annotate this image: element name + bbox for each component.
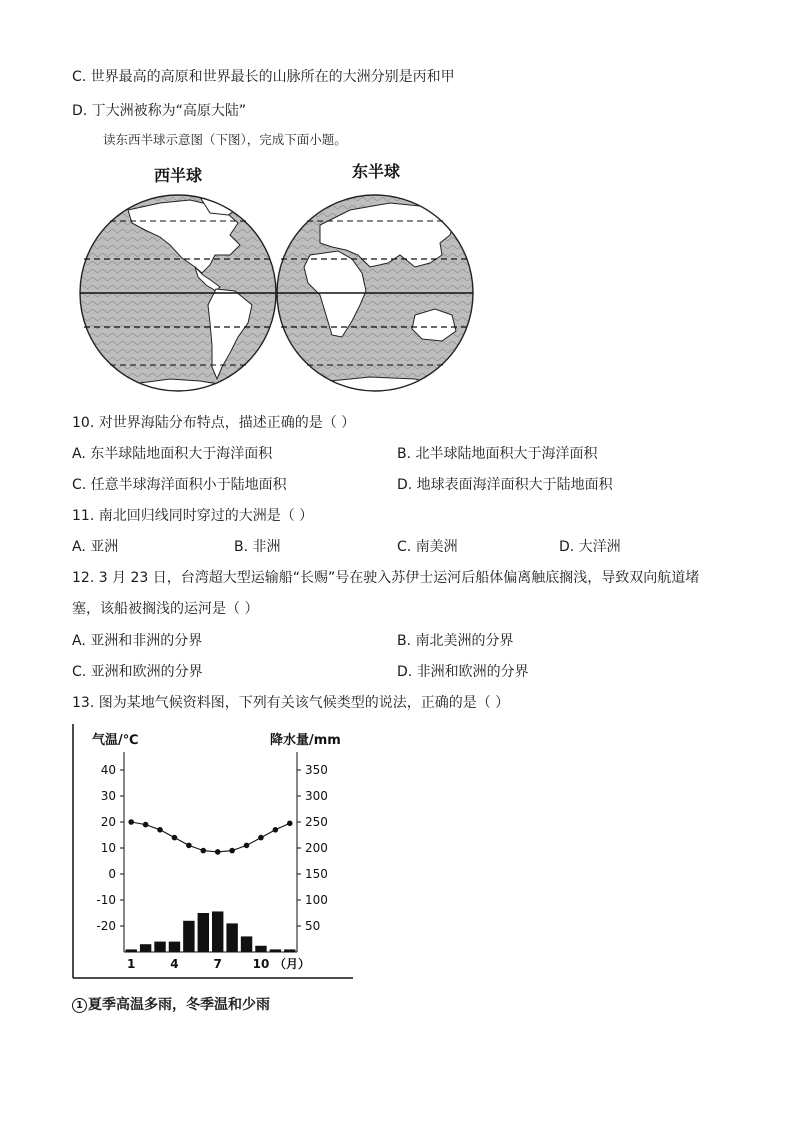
temperature-point — [258, 835, 264, 841]
month-tick-label: 1 — [127, 957, 136, 971]
temperature-point — [172, 835, 178, 841]
q12-stem-line1: 12. 3 月 23 日，台湾超大型运输船“长赐”号在驶入苏伊士运河后船体偏离触底搁浅，导致双向航道堵 — [72, 570, 700, 586]
month-tick-label: 10 — [252, 957, 270, 971]
temperature-point — [128, 819, 134, 825]
map-intro: 读东西半球示意图（下图），完成下面小题。 — [103, 132, 347, 147]
east-hemisphere — [277, 195, 473, 395]
precipitation-bar — [241, 936, 252, 952]
precip-tick-label: 50 — [305, 919, 321, 933]
west-hemisphere — [80, 195, 276, 395]
precipitation-bar — [154, 942, 165, 952]
precip-tick-label: 100 — [305, 893, 328, 907]
hemisphere-map — [70, 155, 490, 405]
temperature-point — [157, 827, 163, 833]
q13-statement-1 — [72, 994, 270, 1014]
month-tick-label: 4 — [170, 957, 179, 971]
precip-axis-label: 降水量/mm — [270, 733, 341, 748]
antarctica-east-landmass — [330, 377, 440, 395]
precipitation-bar — [212, 911, 223, 952]
temperature-point — [273, 827, 279, 833]
statement-text: 夏季高温多雨，冬季温和少雨 — [88, 997, 270, 1013]
temp-tick-label: 30 — [100, 789, 116, 803]
east-hemisphere-title: 东半球 — [351, 162, 401, 181]
q12-option-c: C. 亚洲和欧洲的分界 — [72, 664, 203, 680]
temperature-point — [143, 822, 149, 828]
q11-stem: 11. 南北回归线同时穿过的大洲是（ ） — [72, 508, 314, 524]
q12-option-b: B. 南北美洲的分界 — [397, 633, 514, 649]
q12-option-d: D. 非洲和欧洲的分界 — [397, 664, 529, 680]
temp-tick-label: 40 — [100, 763, 116, 777]
precip-tick-label: 200 — [305, 841, 328, 855]
temp-tick-label: 0 — [108, 867, 116, 881]
q11-option-d: D. 大洋洲 — [559, 539, 621, 555]
precip-tick-label: 350 — [305, 763, 328, 777]
precipitation-bar — [169, 942, 180, 952]
q10-option-c: C. 任意半球海洋面积小于陆地面积 — [72, 477, 287, 493]
temperature-point — [200, 848, 206, 854]
precip-tick-label: 300 — [305, 789, 328, 803]
precipitation-bar — [126, 949, 137, 952]
precipitation-bar — [270, 949, 281, 952]
west-hemisphere-title: 西半球 — [153, 166, 203, 185]
q12-stem-line2: 塞，该船被搁浅的运河是（ ） — [72, 601, 259, 617]
temperature-line — [131, 822, 290, 852]
temperature-point — [244, 843, 250, 849]
australia-landmass — [412, 309, 456, 341]
temp-axis-label: 气温/℃ — [92, 733, 139, 748]
statement-number: 1 — [72, 998, 87, 1013]
precip-tick-label: 250 — [305, 815, 328, 829]
climate-chart — [68, 720, 358, 982]
precipitation-bar — [140, 944, 151, 952]
precipitation-bar — [198, 913, 209, 952]
temp-tick-label: 10 — [100, 841, 116, 855]
q10-option-d: D. 地球表面海洋面积大于陆地面积 — [397, 477, 613, 493]
precipitation-bar — [183, 921, 194, 952]
x-axis-unit: （月） — [274, 957, 311, 971]
q13-stem: 13. 图为某地气候资料图，下列有关该气候类型的说法，正确的是（ ） — [72, 695, 510, 711]
q11-option-c: C. 南美洲 — [397, 539, 458, 555]
q10-option-a: A. 东半球陆地面积大于海洋面积 — [72, 446, 273, 462]
temperature-point — [215, 849, 221, 855]
temp-tick-label: -20 — [96, 919, 116, 933]
precipitation-bar — [255, 946, 266, 952]
q11-option-b: B. 非洲 — [234, 539, 281, 555]
temp-tick-label: -10 — [96, 893, 116, 907]
temperature-point — [287, 821, 293, 827]
q9-option-d: D. 丁大洲被称为“高原大陆” — [72, 103, 247, 119]
q9-option-c: C. 世界最高的高原和世界最长的山脉所在的大洲分别是丙和甲 — [72, 69, 455, 85]
q11-option-a: A. 亚洲 — [72, 539, 119, 555]
precip-tick-label: 150 — [305, 867, 328, 881]
precipitation-bar — [284, 949, 295, 952]
q10-option-b: B. 北半球陆地面积大于海洋面积 — [397, 446, 598, 462]
month-tick-label: 7 — [213, 957, 222, 971]
temperature-point — [186, 843, 192, 849]
temp-tick-label: 20 — [100, 815, 116, 829]
precipitation-bar — [226, 923, 237, 952]
q10-stem: 10. 对世界海陆分布特点，描述正确的是（ ） — [72, 415, 356, 431]
q12-option-a: A. 亚洲和非洲的分界 — [72, 633, 203, 649]
temperature-point — [229, 848, 235, 854]
